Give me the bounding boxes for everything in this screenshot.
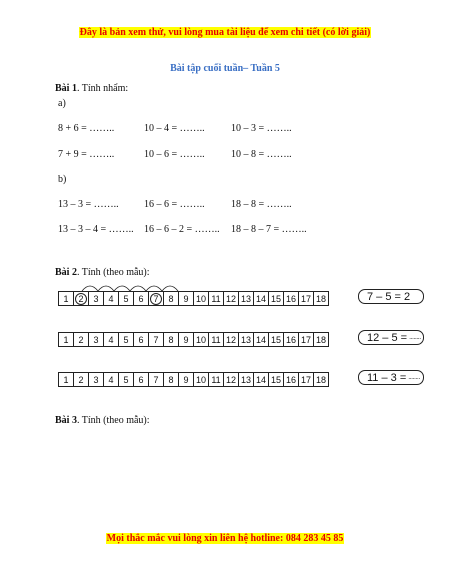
number-cell (283, 372, 299, 387)
exercise-cell: 16 – 6 = …….. (144, 199, 205, 210)
number-label: 2 (75, 293, 87, 305)
number-label: 18 (315, 293, 326, 304)
number-cell (193, 291, 209, 306)
number-cell (133, 291, 149, 306)
number-label: 18 (315, 374, 326, 385)
number-cell (268, 372, 284, 387)
number-cell (268, 291, 284, 306)
equation-box-1 (358, 289, 424, 304)
number-cell (148, 372, 164, 387)
number-cell (148, 332, 164, 347)
number-label: 10 (195, 334, 206, 345)
number-label: 14 (255, 334, 266, 345)
number-label: 7 (153, 334, 159, 345)
bai1-heading (55, 83, 128, 94)
number-label: 12 (225, 334, 236, 345)
exercise-cell: 18 – 8 = …….. (231, 199, 292, 210)
number-cell (118, 372, 134, 387)
bai3-instruction: . Tính (theo mẫu): (76, 415, 150, 426)
number-cell (298, 291, 314, 306)
number-label: 4 (108, 293, 114, 304)
number-label: 4 (108, 374, 114, 385)
number-cell (88, 291, 104, 306)
number-label: 17 (300, 334, 311, 345)
number-cell (163, 332, 179, 347)
bai3-label: Bài 3 (55, 415, 77, 426)
number-label: 1 (63, 293, 69, 304)
number-cell (133, 332, 149, 347)
number-label: 9 (183, 334, 189, 345)
bai1-part-b: b) (58, 174, 67, 185)
number-label: 3 (93, 374, 99, 385)
number-cell (193, 372, 209, 387)
number-label: 12 (225, 293, 236, 304)
equation-text: 12 – 5 = (367, 331, 408, 344)
number-cell (58, 332, 74, 347)
number-label: 7 (150, 293, 162, 305)
number-cell (253, 332, 269, 347)
number-cell (178, 291, 194, 306)
number-label: 2 (78, 374, 84, 385)
number-cell (73, 291, 89, 306)
number-cell (223, 291, 239, 306)
bai1-label: Bài 1 (55, 83, 77, 94)
answer-blank[interactable]: ........ (409, 334, 421, 341)
preview-banner (0, 27, 450, 38)
number-label: 11 (211, 374, 221, 385)
equation-text: 11 – 3 = (367, 371, 407, 384)
number-label: 10 (195, 293, 206, 304)
number-cell (223, 372, 239, 387)
bai1-instruction: . Tính nhẩm: (76, 83, 129, 94)
number-label: 11 (211, 293, 221, 304)
hotline-footer (0, 533, 450, 544)
number-cell (118, 332, 134, 347)
number-label: 1 (63, 334, 69, 345)
number-label: 15 (270, 374, 281, 385)
number-label: 8 (168, 374, 174, 385)
number-line-3 (58, 372, 329, 387)
number-cell (238, 291, 254, 306)
number-cell (133, 372, 149, 387)
number-cell (73, 372, 89, 387)
number-cell (283, 332, 299, 347)
number-cell (103, 332, 119, 347)
number-label: 7 (153, 374, 159, 385)
number-cell (253, 291, 269, 306)
number-cell (313, 291, 329, 306)
answer-blank[interactable]: ........ (408, 374, 420, 381)
bai2-heading (55, 267, 150, 278)
exercise-cell: 13 – 3 – 4 = …….. (58, 224, 134, 235)
number-cell (223, 332, 239, 347)
equation-box-2[interactable] (358, 330, 424, 345)
number-cell (163, 291, 179, 306)
number-label: 1 (63, 374, 69, 385)
number-label: 10 (195, 374, 206, 385)
number-cell (178, 332, 194, 347)
number-line-1 (58, 291, 329, 306)
number-label: 16 (285, 334, 296, 345)
number-label: 16 (285, 293, 296, 304)
exercise-cell: 18 – 8 – 7 = …….. (231, 224, 307, 235)
number-label: 15 (270, 334, 281, 345)
number-label: 15 (270, 293, 281, 304)
number-cell (283, 291, 299, 306)
number-cell (193, 332, 209, 347)
number-cell (163, 372, 179, 387)
number-cell (313, 332, 329, 347)
number-label: 18 (315, 334, 326, 345)
number-cell (298, 332, 314, 347)
number-label: 13 (240, 374, 251, 385)
number-label: 16 (285, 374, 296, 385)
number-label: 14 (255, 374, 266, 385)
bai3-heading (55, 415, 150, 426)
preview-banner-text: Đây là bản xem thử, vui lòng mua tài liệu để xem chi tiết (có lời giải) (79, 27, 371, 38)
number-cell (178, 372, 194, 387)
number-cell (238, 332, 254, 347)
hotline-text: Mọi thắc mắc vui lòng xin liên hệ hotline: 084 283 45 85 (106, 533, 344, 544)
number-cell (103, 291, 119, 306)
number-cell (208, 332, 224, 347)
number-label: 14 (255, 293, 266, 304)
number-label: 8 (168, 334, 174, 345)
number-cell (103, 372, 119, 387)
exercise-cell: 8 + 6 = …….. (58, 123, 115, 134)
number-label: 12 (225, 374, 236, 385)
exercise-cell: 10 – 8 = …….. (231, 149, 292, 160)
number-label: 6 (138, 334, 144, 345)
number-label: 4 (108, 334, 114, 345)
number-cell (73, 332, 89, 347)
number-cell (118, 291, 134, 306)
number-label: 11 (211, 334, 221, 345)
number-label: 5 (123, 334, 129, 345)
number-cell (88, 372, 104, 387)
number-cell (208, 291, 224, 306)
number-label: 13 (240, 293, 251, 304)
number-cell (208, 372, 224, 387)
exercise-cell: 13 – 3 = …….. (58, 199, 119, 210)
number-label: 17 (300, 293, 311, 304)
exercise-cell: 10 – 3 = …….. (231, 123, 292, 134)
number-cell (238, 372, 254, 387)
exercise-cell: 7 + 9 = …….. (58, 149, 115, 160)
number-label: 2 (78, 334, 84, 345)
number-cell (58, 291, 74, 306)
exercise-cell: 10 – 4 = …….. (144, 123, 205, 134)
number-label: 17 (300, 374, 311, 385)
number-cell (58, 372, 74, 387)
number-cell (148, 291, 164, 306)
bai1-part-a: a) (58, 98, 66, 109)
bai2-instruction: . Tính (theo mẫu): (76, 267, 150, 278)
number-label: 6 (138, 293, 144, 304)
number-label: 5 (123, 374, 129, 385)
number-line-2 (58, 332, 329, 347)
number-label: 6 (138, 374, 144, 385)
page-title: Bài tập cuối tuần– Tuần 5 (170, 63, 280, 74)
number-cell (298, 372, 314, 387)
equation-text: 7 – 5 = 2 (367, 290, 411, 303)
number-cell (253, 372, 269, 387)
exercise-cell: 16 – 6 – 2 = …….. (144, 224, 220, 235)
number-label: 8 (168, 293, 174, 304)
number-label: 5 (123, 293, 129, 304)
exercise-cell: 10 – 6 = …….. (144, 149, 205, 160)
equation-box-3[interactable] (358, 370, 424, 385)
number-cell (88, 332, 104, 347)
number-cell (268, 332, 284, 347)
bai2-label: Bài 2 (55, 267, 77, 278)
number-label: 3 (93, 293, 99, 304)
number-label: 3 (93, 334, 99, 345)
number-label: 13 (240, 334, 251, 345)
number-label: 9 (183, 293, 189, 304)
number-cell (313, 372, 329, 387)
number-label: 9 (183, 374, 189, 385)
